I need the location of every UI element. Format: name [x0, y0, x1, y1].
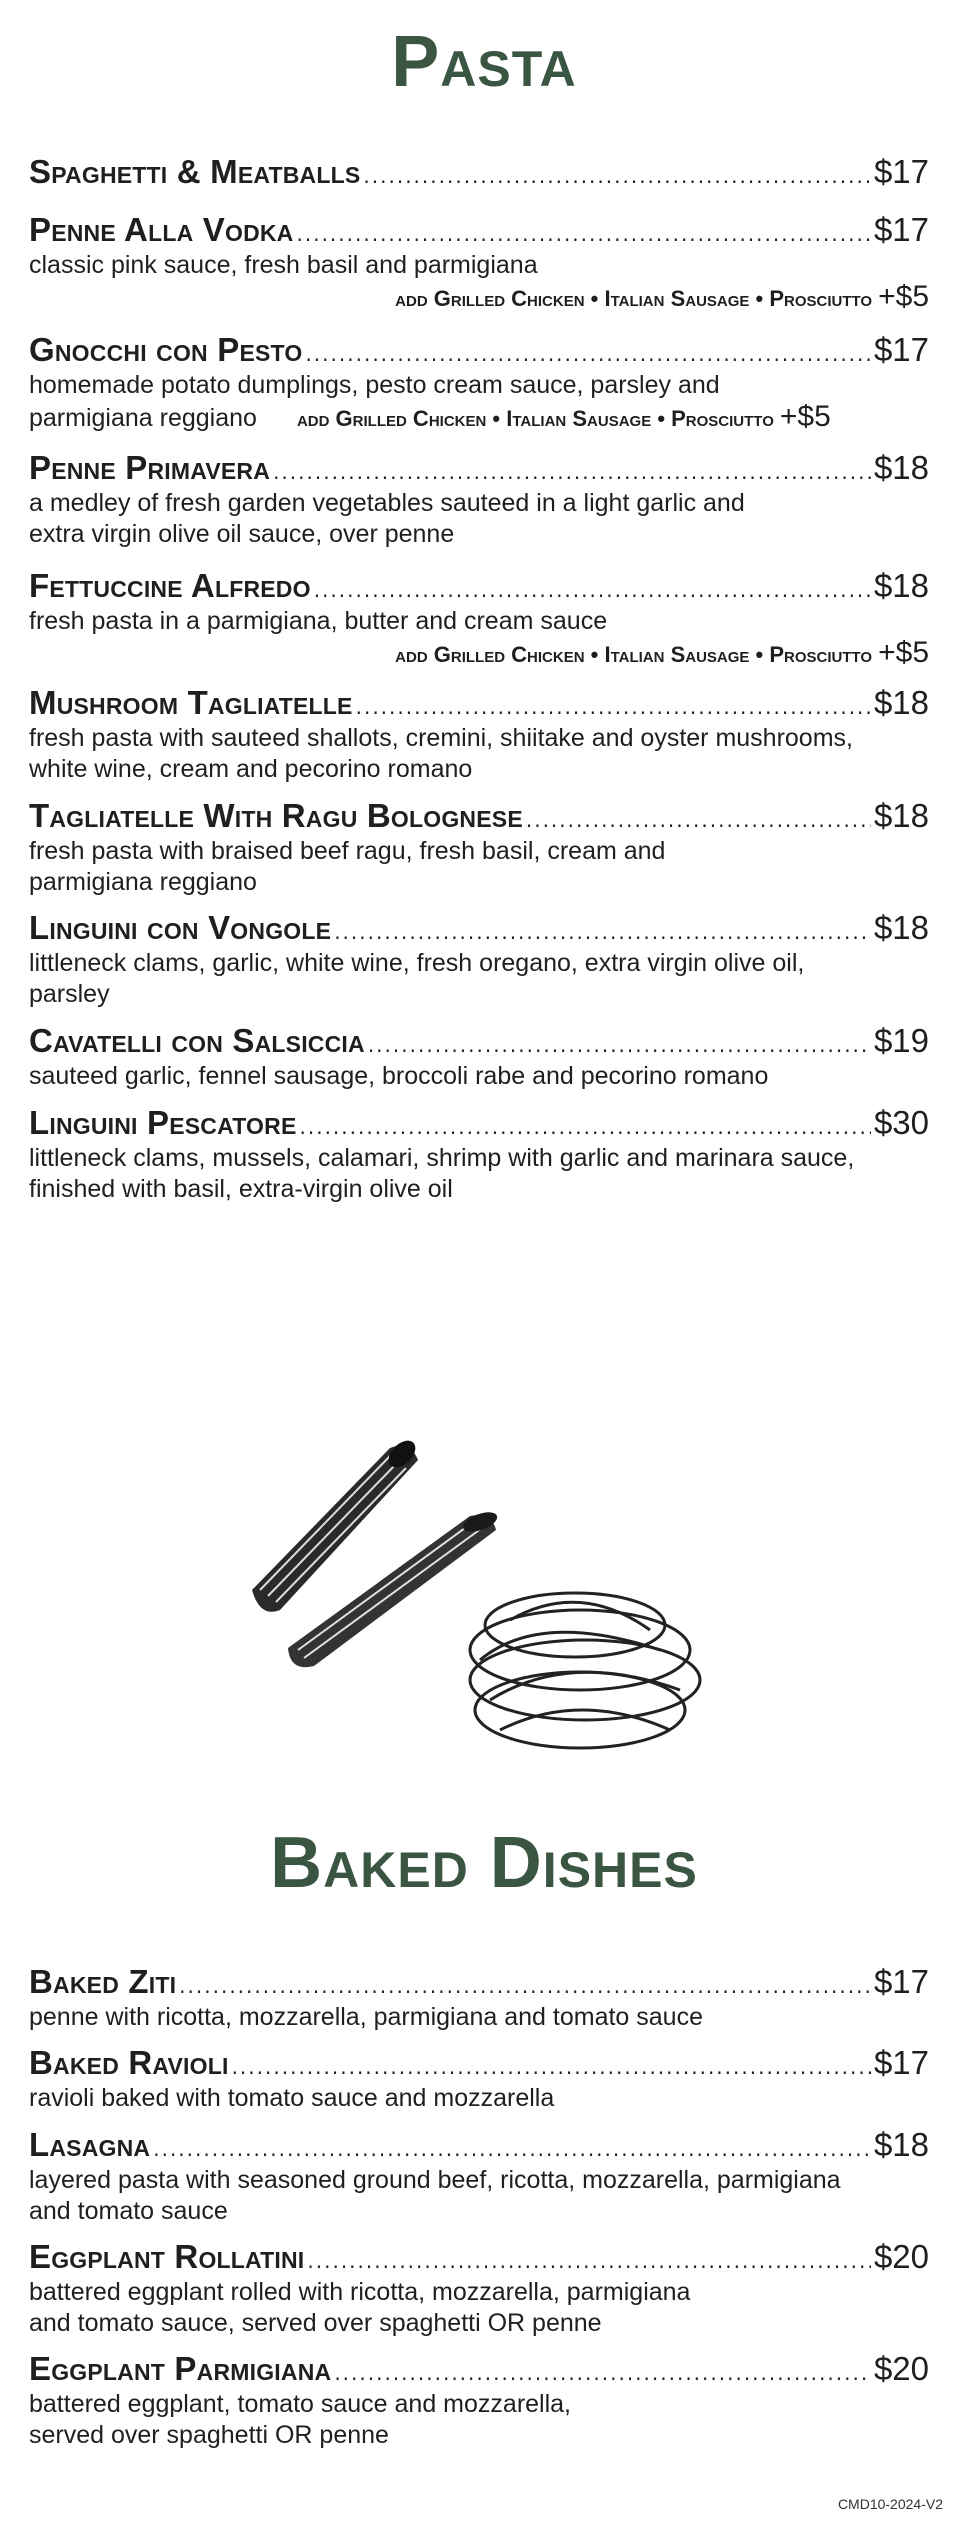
item-description: ravioli baked with tomato sauce and mozzarella — [29, 2084, 555, 2112]
item-name: Penne Alla Vodka — [29, 211, 294, 248]
dot-leader — [273, 452, 871, 492]
item-description-line-2: and tomato sauce, served over spaghetti OR penne — [29, 2309, 602, 2337]
item-description-text: parmigiana reggiano — [29, 404, 257, 432]
item-description-line-2: extra virgin olive oil sauce, over penne — [29, 520, 455, 548]
dot-leader — [314, 570, 871, 610]
item-name: Fettuccine Alfredo — [29, 567, 311, 604]
item-price: $18 — [873, 449, 929, 486]
item-description: a medley of fresh garden vegetables sauteed in a light garlic and — [29, 489, 745, 517]
item-description: littleneck clams, garlic, white wine, fresh oregano, extra virgin olive oil, — [29, 949, 805, 977]
item-name: Penne Primavera — [29, 449, 271, 486]
addon-text: add Grilled Chicken • Italian Sausage • Prosciutto — [395, 286, 873, 311]
item-name: Baked Ravioli — [29, 2044, 229, 2081]
item-name: Mushroom Tagliatelle — [29, 684, 353, 721]
menu-item-spaghetti-meatballs — [29, 152, 929, 192]
dot-leader — [297, 214, 871, 254]
item-description-line-2: served over spaghetti OR penne — [29, 2421, 389, 2449]
addon-text: add Grilled Chicken • Italian Sausage • Prosciutto — [395, 642, 873, 667]
dot-leader — [153, 2129, 871, 2169]
item-price: $19 — [873, 1022, 929, 1059]
item-description: fresh pasta with braised beef ragu, fresh basil, cream and — [29, 837, 666, 865]
menu-item-tagliatelle-bolognese — [29, 796, 929, 898]
menu-item-lasagna — [29, 2125, 929, 2227]
dot-leader — [363, 156, 871, 196]
menu-item-cavatelli-salsiccia — [29, 1021, 929, 1092]
item-description-line-2 — [29, 401, 929, 434]
item-description-line-2: finished with basil, extra-virgin olive oil — [29, 1175, 453, 1203]
dot-leader — [179, 1966, 871, 2006]
item-price: $18 — [873, 2126, 929, 2163]
item-description: sauteed garlic, fennel sausage, broccoli rabe and pecorino romano — [29, 1062, 769, 1090]
menu-item-fettuccine-alfredo — [29, 566, 929, 670]
item-name: Lasagna — [29, 2126, 151, 2163]
dot-leader — [356, 687, 871, 727]
addon-price: +$5 — [878, 636, 929, 669]
item-price: $18 — [873, 684, 929, 721]
item-price: $17 — [873, 331, 929, 368]
item-price: $30 — [873, 1104, 929, 1141]
item-description: battered eggplant rolled with ricotta, mozzarella, parmigiana — [29, 2278, 691, 2306]
item-price: $18 — [873, 567, 929, 604]
item-price: $17 — [873, 153, 929, 190]
item-description-line-2: parmigiana reggiano — [29, 868, 257, 896]
item-description: fresh pasta in a parmigiana, butter and cream sauce — [29, 607, 608, 635]
addon-options — [29, 281, 929, 314]
item-description: layered pasta with seasoned ground beef, ricotta, mozzarella, parmigiana — [29, 2166, 841, 2194]
item-description-line-2: and tomato sauce — [29, 2197, 228, 2225]
dot-leader — [334, 2353, 871, 2393]
addon-options — [296, 400, 831, 433]
item-price: $17 — [873, 211, 929, 248]
item-price: $18 — [873, 797, 929, 834]
dot-leader — [307, 2241, 871, 2281]
item-description: battered eggplant, tomato sauce and mozzarella, — [29, 2390, 572, 2418]
item-name: Tagliatelle With Ragu Bolognese — [29, 797, 523, 834]
pasta-section-title: Pasta — [391, 22, 577, 102]
item-name: Linguini Pescatore — [29, 1104, 297, 1141]
item-price: $20 — [873, 2350, 929, 2387]
item-description: littleneck clams, mussels, calamari, shrimp with garlic and marinara sauce, — [29, 1144, 855, 1172]
baked-dishes-section-title: Baked Dishes — [270, 1823, 698, 1903]
dot-leader — [300, 1107, 871, 1147]
item-description-line-2: parsley — [29, 980, 110, 1008]
menu-item-linguini-pescatore — [29, 1103, 929, 1205]
dot-leader — [334, 912, 871, 952]
menu-item-penne-alla-vodka — [29, 210, 929, 314]
addon-price: +$5 — [779, 400, 831, 433]
menu-item-baked-ravioli — [29, 2043, 929, 2114]
item-price: $20 — [873, 2238, 929, 2275]
dot-leader — [305, 334, 870, 374]
item-description: fresh pasta with sauteed shallots, cremini, shiitake and oyster mushrooms, — [29, 724, 853, 752]
menu-item-baked-ziti — [29, 1962, 929, 2033]
item-name: Eggplant Parmigiana — [29, 2350, 332, 2387]
item-name: Cavatelli con Salsiccia — [29, 1022, 365, 1059]
menu-item-mushroom-tagliatelle — [29, 683, 929, 785]
pasta-illustration-icon — [240, 1430, 710, 1770]
addon-options — [29, 637, 929, 670]
menu-item-eggplant-parmigiana — [29, 2349, 929, 2451]
item-name: Gnocchi con Pesto — [29, 331, 303, 368]
menu-item-penne-primavera — [29, 448, 929, 550]
item-name: Baked Ziti — [29, 1963, 177, 2000]
item-name: Eggplant Rollatini — [29, 2238, 305, 2275]
item-price: $17 — [873, 1963, 929, 2000]
item-name: Linguini con Vongole — [29, 909, 332, 946]
menu-version-code: CMD10-2024-V2 — [837, 2496, 943, 2512]
item-description: homemade potato dumplings, pesto cream sauce, parsley and — [29, 371, 720, 399]
menu-item-eggplant-rollatini — [29, 2237, 929, 2339]
item-description-line-2: white wine, cream and pecorino romano — [29, 755, 473, 783]
addon-text: add Grilled Chicken • Italian Sausage • Prosciutto — [296, 406, 774, 431]
item-description: penne with ricotta, mozzarella, parmigiana and tomato sauce — [29, 2003, 703, 2031]
item-price: $17 — [873, 2044, 929, 2081]
menu-item-linguini-vongole — [29, 908, 929, 1010]
menu-item-gnocchi-con-pesto — [29, 330, 929, 434]
dot-leader — [526, 800, 871, 840]
dot-leader — [368, 1025, 871, 1065]
dot-leader — [232, 2047, 871, 2087]
tagliatelle-nest-icon — [470, 1593, 700, 1748]
item-name: Spaghetti & Meatballs — [29, 153, 361, 190]
addon-price: +$5 — [878, 280, 929, 313]
item-price: $18 — [873, 909, 929, 946]
item-description: classic pink sauce, fresh basil and parmigiana — [29, 251, 538, 279]
